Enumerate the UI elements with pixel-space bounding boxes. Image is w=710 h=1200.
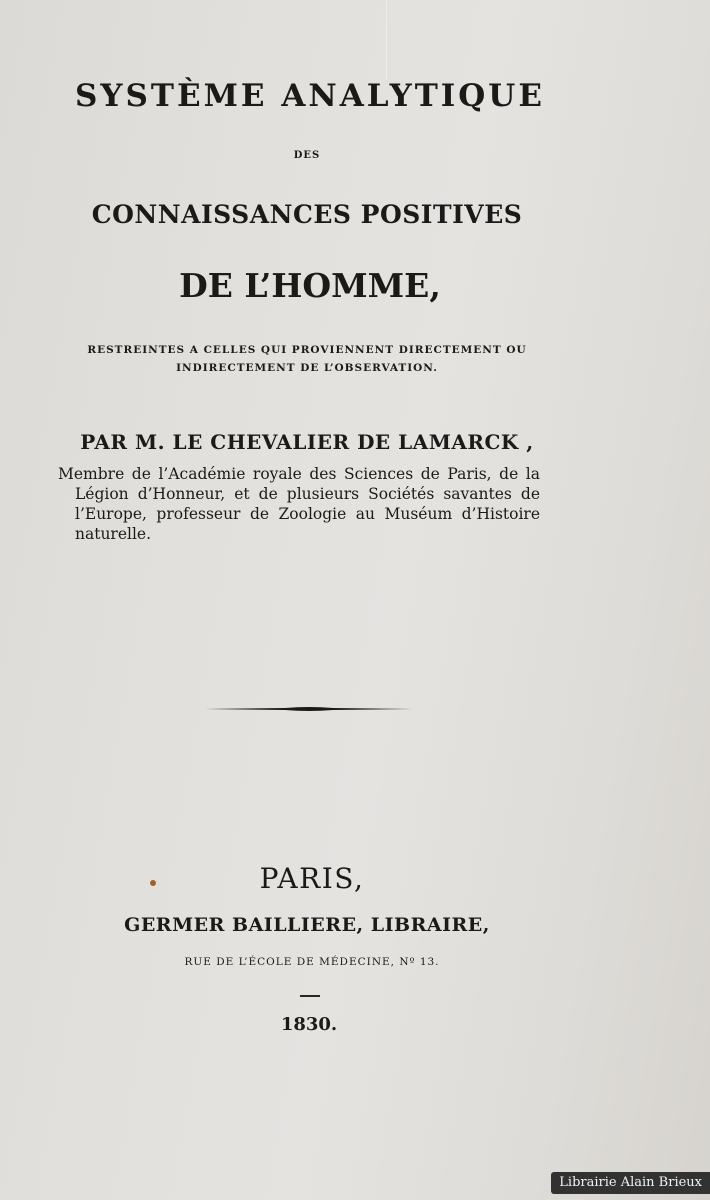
- ornamental-rule-icon: [205, 706, 413, 712]
- title-line-2: CONNAISSANCES POSITIVES: [91, 200, 523, 229]
- title-line-1: SYSTÈME ANALYTIQUE: [75, 78, 545, 114]
- imprint-address: RUE DE L’ÉCOLE DE MÉDECINE, Nº 13.: [184, 956, 440, 968]
- paper-crease: [386, 0, 387, 80]
- title-des: DES: [293, 150, 321, 161]
- author-line: PAR M. LE CHEVALIER DE LAMARCK ,: [80, 430, 534, 454]
- author-description: [58, 464, 540, 544]
- imprint-city: PARIS,: [259, 862, 365, 895]
- imprint-year: 1830.: [280, 1014, 338, 1035]
- subtitle-line-1: RESTREINTES A CELLES QUI PROVIENNENT DIRECTEMENT OU: [87, 344, 527, 356]
- imprint-publisher: GERMER BAILLIERE, LIBRAIRE,: [124, 914, 490, 936]
- title-line-3: DE L’HOMME,: [179, 266, 441, 305]
- watermark-label: Librairie Alain Brieux: [551, 1172, 710, 1194]
- subtitle-line-2: INDIRECTEMENT DE L’OBSERVATION.: [176, 362, 438, 374]
- separator-dash: [300, 995, 320, 997]
- author-description-text: Membre de l’Académie royale des Sciences de Paris, de la Légion d’Honneur, et de plusieurs Sociétés savantes de l’Europe, professeur de Zoologie au Muséum d’Histoire naturelle.: [58, 465, 540, 543]
